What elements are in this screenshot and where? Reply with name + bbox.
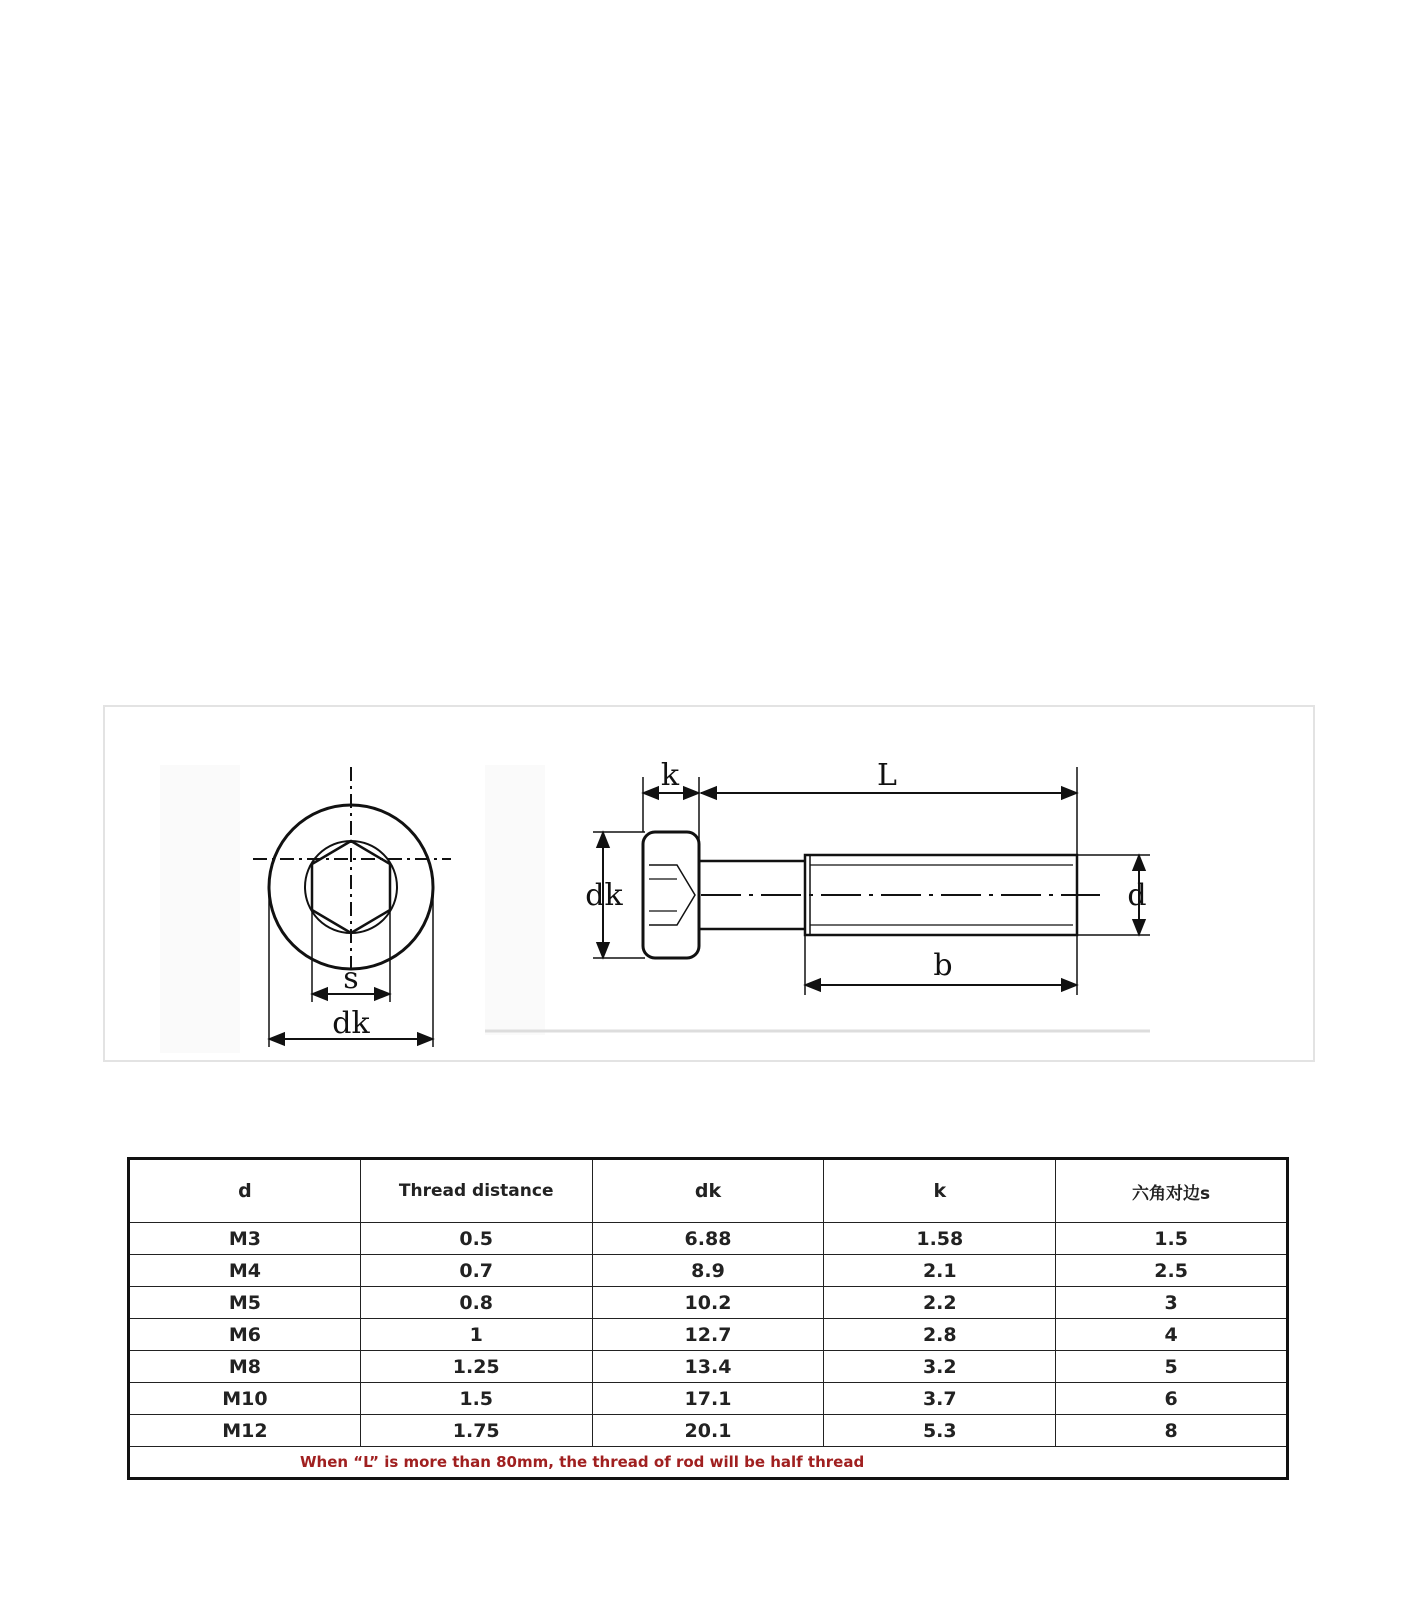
- cell-thread-distance: 1.75: [360, 1415, 592, 1447]
- table-row: [129, 1255, 1288, 1287]
- cell-s: 3: [1056, 1287, 1288, 1319]
- cell-d: M8: [129, 1351, 361, 1383]
- label-dk-front: dk: [332, 1006, 370, 1041]
- header-dk: dk: [592, 1159, 824, 1223]
- label-s: s: [343, 961, 359, 996]
- cell-s: 1.5: [1056, 1223, 1288, 1255]
- header-thread-distance: Thread distance: [360, 1159, 592, 1223]
- cell-dk: 10.2: [592, 1287, 824, 1319]
- label-dk-side: dk: [585, 878, 623, 913]
- cell-k: 3.7: [824, 1383, 1056, 1415]
- screw-head: [643, 832, 699, 958]
- specification-table: [127, 1157, 1289, 1480]
- cell-thread-distance: 0.7: [360, 1255, 592, 1287]
- cell-k: 2.8: [824, 1319, 1056, 1351]
- cell-s: 5: [1056, 1351, 1288, 1383]
- cell-k: 2.1: [824, 1255, 1056, 1287]
- header-k: k: [824, 1159, 1056, 1223]
- cell-d: M5: [129, 1287, 361, 1319]
- cell-dk: 13.4: [592, 1351, 824, 1383]
- cell-s: 6: [1056, 1383, 1288, 1415]
- cell-dk: 12.7: [592, 1319, 824, 1351]
- cell-thread-distance: 1.5: [360, 1383, 592, 1415]
- cell-s: 8: [1056, 1415, 1288, 1447]
- cell-thread-distance: 1.25: [360, 1351, 592, 1383]
- hex-socket-section: [649, 865, 695, 925]
- table-row: [129, 1319, 1288, 1351]
- header-hex-across-flats-s: 六角对边s: [1056, 1159, 1288, 1223]
- label-d: d: [1127, 878, 1147, 913]
- cell-d: M10: [129, 1383, 361, 1415]
- cell-s: 4: [1056, 1319, 1288, 1351]
- half-thread-note: When “L” is more than 80mm, the thread of rod will be half thread: [129, 1447, 1288, 1479]
- cell-thread-distance: 0.8: [360, 1287, 592, 1319]
- label-k: k: [660, 758, 680, 793]
- label-L: L: [877, 758, 897, 793]
- cell-d: M3: [129, 1223, 361, 1255]
- cell-dk: 17.1: [592, 1383, 824, 1415]
- cell-k: 1.58: [824, 1223, 1056, 1255]
- cell-k: 2.2: [824, 1287, 1056, 1319]
- table-row: [129, 1223, 1288, 1255]
- cell-thread-distance: 1: [360, 1319, 592, 1351]
- cell-d: M12: [129, 1415, 361, 1447]
- cell-k: 3.2: [824, 1351, 1056, 1383]
- cell-dk: 8.9: [592, 1255, 824, 1287]
- front-view: [253, 767, 451, 1047]
- table-header-row: [129, 1159, 1288, 1223]
- table-row: [129, 1287, 1288, 1319]
- header-d: d: [129, 1159, 361, 1223]
- cell-s: 2.5: [1056, 1255, 1288, 1287]
- table-row: [129, 1415, 1288, 1447]
- label-b: b: [933, 948, 953, 983]
- table-row: [129, 1351, 1288, 1383]
- table-note-row: [129, 1447, 1288, 1479]
- cell-d: M6: [129, 1319, 361, 1351]
- cell-dk: 6.88: [592, 1223, 824, 1255]
- socket-head-cap-screw-drawing: [105, 707, 1313, 1060]
- cell-thread-distance: 0.5: [360, 1223, 592, 1255]
- cell-d: M4: [129, 1255, 361, 1287]
- cell-k: 5.3: [824, 1415, 1056, 1447]
- table-row: [129, 1383, 1288, 1415]
- technical-drawing-frame: [103, 705, 1315, 1062]
- cell-dk: 20.1: [592, 1415, 824, 1447]
